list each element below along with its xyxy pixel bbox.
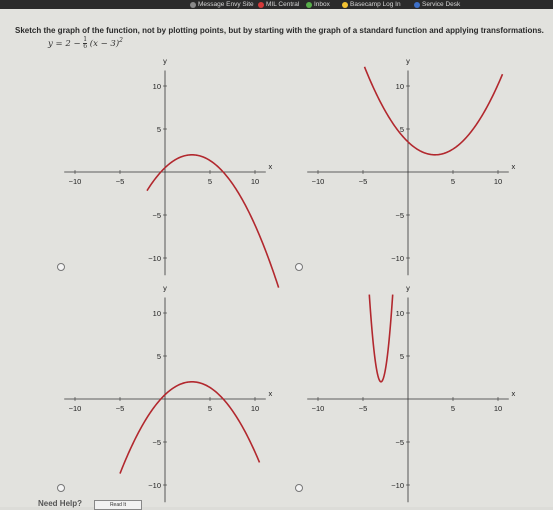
x-tick-label: 5 (450, 177, 456, 186)
x-tick-label: 10 (250, 177, 260, 186)
equation-fraction (83, 37, 87, 50)
y-tick-label: −10 (148, 481, 161, 490)
y-tick-label: 5 (156, 352, 161, 361)
parabola-curve (365, 67, 503, 155)
bookmark-label: Inbox (314, 1, 330, 8)
y-tick-label: −5 (395, 438, 404, 447)
y-tick-label: 5 (399, 125, 404, 134)
x-tick-label: 5 (207, 404, 213, 413)
graph-option-c (60, 283, 275, 502)
bookmark-basecamp[interactable] (342, 0, 401, 9)
x-axis-label: x (268, 389, 273, 398)
graph-option-b (303, 56, 518, 275)
y-axis-label: y (163, 283, 167, 293)
bookmark-label: Basecamp Log In (350, 1, 401, 8)
function-equation (48, 37, 123, 50)
x-tick-label: 10 (493, 177, 503, 186)
y-tick-label: 5 (399, 352, 404, 361)
equation-rhs: (x − 3) (89, 39, 120, 49)
y-tick-label: −10 (148, 254, 161, 263)
x-tick-label: −10 (68, 404, 82, 413)
option-b-radio[interactable] (295, 263, 303, 271)
bookmark-service-desk[interactable] (414, 0, 460, 9)
x-tick-label: 5 (207, 177, 213, 186)
x-tick-label: −10 (68, 177, 82, 186)
heart-icon (258, 2, 264, 8)
equation-exponent: 2 (119, 37, 123, 45)
graph-option-a (60, 56, 275, 275)
y-tick-label: 10 (395, 309, 404, 318)
option-a-radio[interactable] (57, 263, 65, 271)
fraction-denominator: 6 (83, 43, 88, 50)
option-d-radio[interactable] (295, 484, 303, 492)
y-tick-label: 5 (156, 125, 161, 134)
y-tick-label: −5 (152, 211, 161, 220)
x-axis-label: x (511, 389, 516, 398)
fraction-numerator: 1 (83, 36, 88, 43)
x-tick-label: −5 (358, 177, 368, 186)
mail-icon (306, 2, 312, 8)
y-tick-label: 10 (395, 82, 404, 91)
problem-instruction: Sketch the graph of the function, not by plotting points, but by starting with the graph of a standard function and applying transformations. (15, 26, 544, 35)
basecamp-icon (342, 2, 348, 8)
parabola-curve (147, 155, 279, 288)
x-axis-label: x (511, 162, 516, 171)
x-tick-label: −10 (311, 177, 325, 186)
graph-svg (303, 283, 518, 502)
service-desk-icon (414, 2, 420, 8)
bookmark-message-envy[interactable] (190, 0, 254, 9)
x-tick-label: 5 (450, 404, 456, 413)
site-icon (190, 2, 196, 8)
bookmark-inbox[interactable] (306, 0, 330, 9)
equation-lhs: y = 2 − (48, 39, 81, 49)
y-tick-label: −5 (152, 438, 161, 447)
y-tick-label: −10 (391, 481, 404, 490)
option-c-radio[interactable] (57, 484, 65, 492)
x-axis-label: x (268, 162, 273, 171)
x-tick-label: −10 (311, 404, 325, 413)
y-tick-label: 10 (152, 82, 161, 91)
browser-bookmarks-bar (0, 0, 553, 9)
read-it-button[interactable]: Read It (94, 500, 142, 510)
bookmark-mil-central[interactable] (258, 0, 299, 9)
bookmark-label: Message Envy Site (198, 1, 254, 8)
graph-svg (60, 56, 275, 275)
x-tick-label: −5 (115, 404, 125, 413)
x-tick-label: −5 (115, 177, 125, 186)
graph-option-d (303, 283, 518, 502)
graph-svg (303, 56, 518, 275)
y-axis-label: y (163, 56, 167, 66)
x-tick-label: 10 (493, 404, 503, 413)
y-tick-label: −5 (395, 211, 404, 220)
y-axis-label: y (406, 56, 410, 66)
need-help-label: Need Help? (38, 499, 83, 508)
bookmark-label: Service Desk (422, 1, 461, 8)
x-tick-label: 10 (250, 404, 260, 413)
y-tick-label: −10 (391, 254, 404, 263)
y-axis-label: y (406, 283, 410, 293)
parabola-curve (120, 382, 260, 474)
y-tick-label: 10 (152, 309, 161, 318)
parabola-curve (369, 295, 392, 382)
x-tick-label: −5 (358, 404, 368, 413)
bookmark-label: MIL Central (266, 1, 300, 8)
graph-svg (60, 283, 275, 502)
